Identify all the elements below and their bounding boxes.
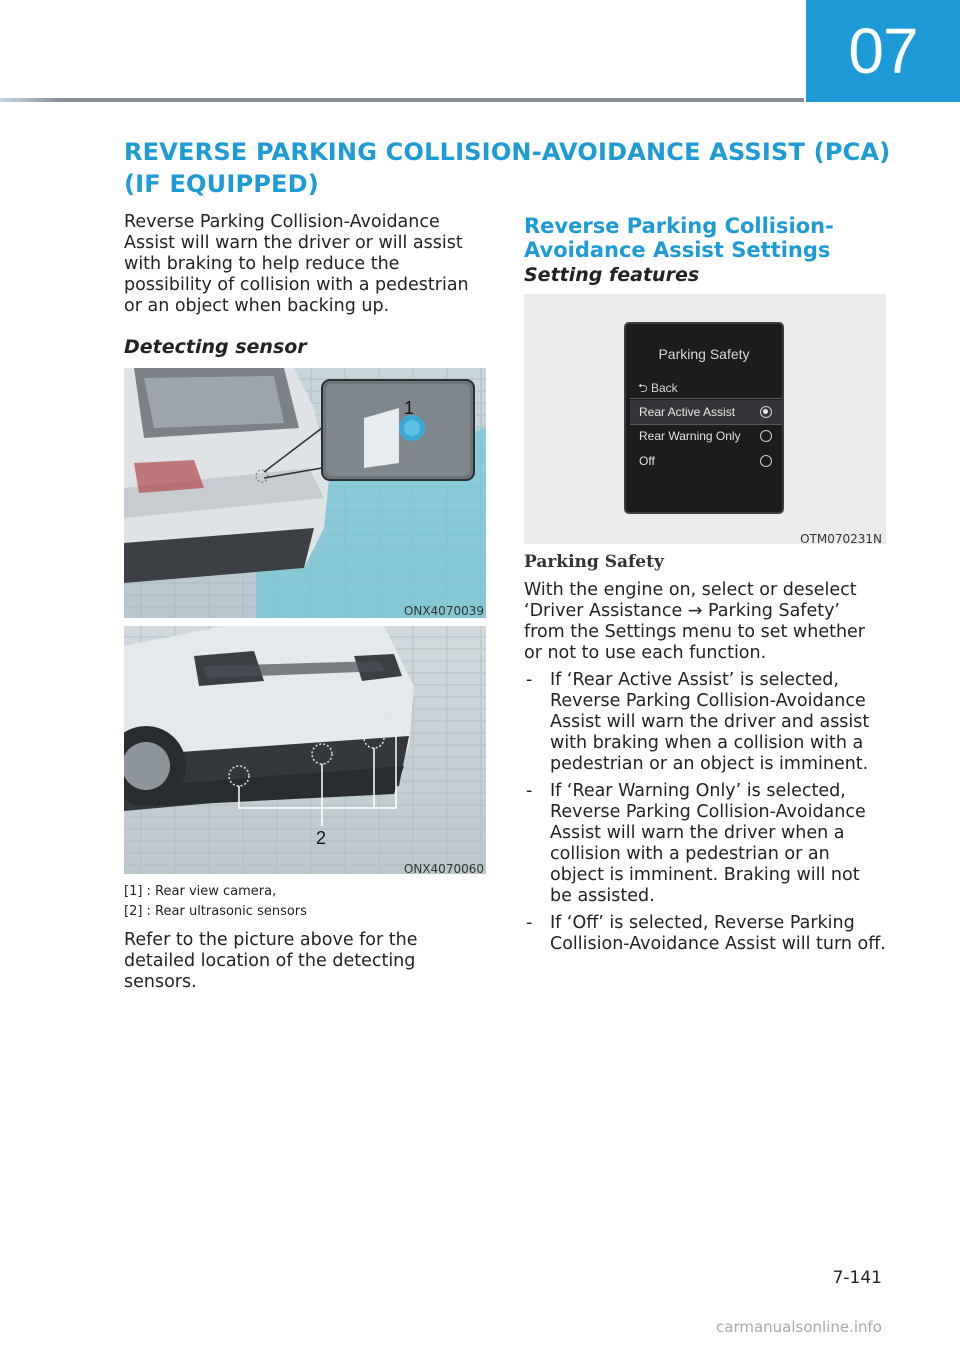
figure2-code: ONX4070060 — [403, 862, 484, 876]
rear-camera-illustration — [124, 368, 486, 618]
radio-unselected-icon — [760, 430, 772, 442]
settings-heading: Reverse Parking Collision-Avoidance Assist Settings — [524, 214, 834, 262]
figure3-code: OTM070231N — [800, 532, 882, 546]
bullet-dash: - — [526, 913, 533, 933]
screen-title: Parking Safety — [658, 346, 750, 362]
screen-back-label: Back — [650, 381, 678, 395]
outro-paragraph: Refer to the picture above for the detailed location of the detecting sensors. — [124, 930, 418, 992]
figure1-callout-1: 1 — [404, 398, 415, 418]
option-label: Rear Active Assist — [639, 405, 736, 419]
bullet-dash: - — [526, 781, 533, 801]
bullet-text: If ‘Rear Warning Only’ is selected, Reverse Parking Collision-Avoidance Assist will warn the driver when a collision with a pedestrian or an object is imminent. Braking will not be assisted. — [550, 781, 866, 906]
figure1-code: ONX4070039 — [403, 604, 484, 618]
figure2-callout-2: 2 — [316, 828, 327, 848]
option-label: Rear Warning Only — [639, 429, 741, 443]
parking-safety-label: Parking Safety — [524, 552, 664, 572]
chapter-number: 07 — [848, 15, 918, 87]
watermark: carmanualsonline.info — [716, 1318, 882, 1336]
list-item — [524, 781, 886, 907]
caption-rear-ultrasonic-sensors: [2] : Rear ultrasonic sensors — [124, 904, 307, 919]
option-off[interactable] — [630, 449, 782, 473]
page-number: 7-141 — [832, 1268, 882, 1288]
detecting-sensor-heading: Detecting sensor — [124, 336, 307, 358]
rear-camera-figure — [124, 368, 486, 618]
option-rear-active-assist[interactable] — [630, 400, 782, 424]
caption-rear-view-camera: [1] : Rear view camera, — [124, 884, 277, 899]
screen-back-button[interactable] — [638, 379, 678, 400]
list-item — [524, 913, 886, 955]
rear-sensors-figure — [124, 626, 486, 874]
screen-divider — [630, 398, 782, 399]
back-arrow-icon: ⮌ — [638, 381, 648, 395]
option-descriptions — [524, 670, 886, 961]
radio-selected-icon — [760, 406, 772, 418]
option-label: Off — [639, 454, 655, 468]
parking-safety-screen — [624, 322, 784, 514]
section-title: REVERSE PARKING COLLISION-AVOIDANCE ASSIST (PCA) (IF EQUIPPED) — [124, 138, 891, 198]
list-item — [524, 670, 886, 775]
option-rear-warning-only[interactable] — [630, 424, 782, 448]
header-rule — [0, 98, 804, 102]
bullet-text: If ‘Off’ is selected, Reverse Parking Collision-Avoidance Assist will turn off. — [550, 913, 886, 954]
bullet-dash: - — [526, 670, 533, 690]
settings-paragraph: With the engine on, select or deselect ‘Driver Assistance → Parking Safety’ from the Settings menu to set whether or not to use each function. — [524, 580, 865, 663]
intro-paragraph: Reverse Parking Collision-Avoidance Assist will warn the driver or will assist with braking to help reduce the possibility of collision with a pedestrian or an object when backing up. — [124, 212, 469, 316]
setting-features-heading: Setting features — [524, 264, 700, 286]
rear-sensors-illustration — [124, 626, 486, 874]
bullet-text: If ‘Rear Active Assist’ is selected, Reverse Parking Collision-Avoidance Assist will warn the driver and assist with braking when a collision with a pedestrian or an object is imminent. — [550, 670, 870, 774]
chapter-tab — [806, 0, 960, 102]
radio-unselected-icon — [760, 455, 772, 467]
